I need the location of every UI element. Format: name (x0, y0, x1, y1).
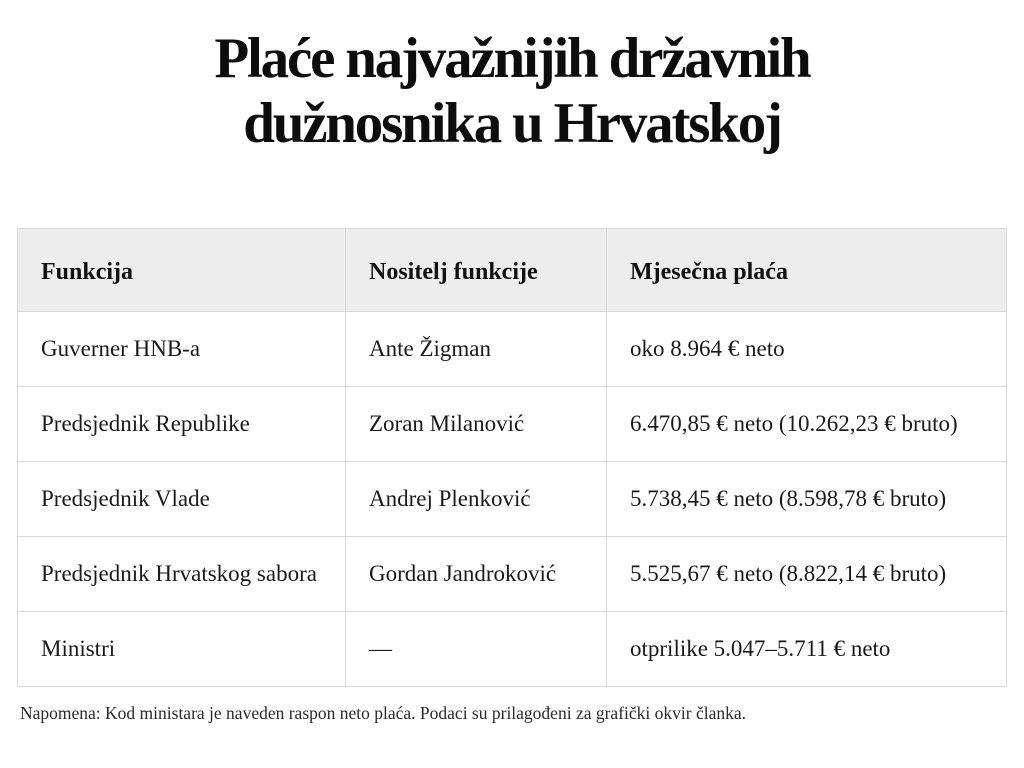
table-row (18, 612, 1007, 687)
cell-salary: 5.738,45 € neto (8.598,78 € bruto) (607, 462, 1007, 537)
table-row (18, 462, 1007, 537)
cell-holder: — (346, 612, 607, 687)
table-row (18, 312, 1007, 387)
cell-holder: Ante Žigman (346, 312, 607, 387)
cell-function: Guverner HNB-a (18, 312, 346, 387)
cell-holder: Zoran Milanović (346, 387, 607, 462)
page-title-line-2: dužnosnika u Hrvatskoj (243, 92, 781, 155)
salary-table (17, 228, 1007, 687)
column-header-function: Funkcija (18, 229, 346, 312)
page-title-line-1: Plaće najvažnijih državnih (214, 27, 810, 90)
cell-function: Predsjednik Republike (18, 387, 346, 462)
footnote: Napomena: Kod ministara je naveden raspon neto plaća. Podaci su prilagođeni za grafički okvir članka. (20, 703, 746, 723)
cell-salary: 6.470,85 € neto (10.262,23 € bruto) (607, 387, 1007, 462)
cell-salary: otprilike 5.047–5.711 € neto (607, 612, 1007, 687)
cell-holder: Andrej Plenković (346, 462, 607, 537)
cell-function: Predsjednik Hrvatskog sabora (18, 537, 346, 612)
cell-salary: 5.525,67 € neto (8.822,14 € bruto) (607, 537, 1007, 612)
cell-holder: Gordan Jandroković (346, 537, 607, 612)
table-row (18, 387, 1007, 462)
table-header-row (18, 229, 1007, 312)
cell-function: Predsjednik Vlade (18, 462, 346, 537)
cell-salary: oko 8.964 € neto (607, 312, 1007, 387)
table-row (18, 537, 1007, 612)
salary-table-container (17, 228, 1006, 687)
page-title (0, 26, 1024, 156)
column-header-salary: Mjesečna plaća (607, 229, 1007, 312)
cell-function: Ministri (18, 612, 346, 687)
column-header-holder: Nositelj funkcije (346, 229, 607, 312)
